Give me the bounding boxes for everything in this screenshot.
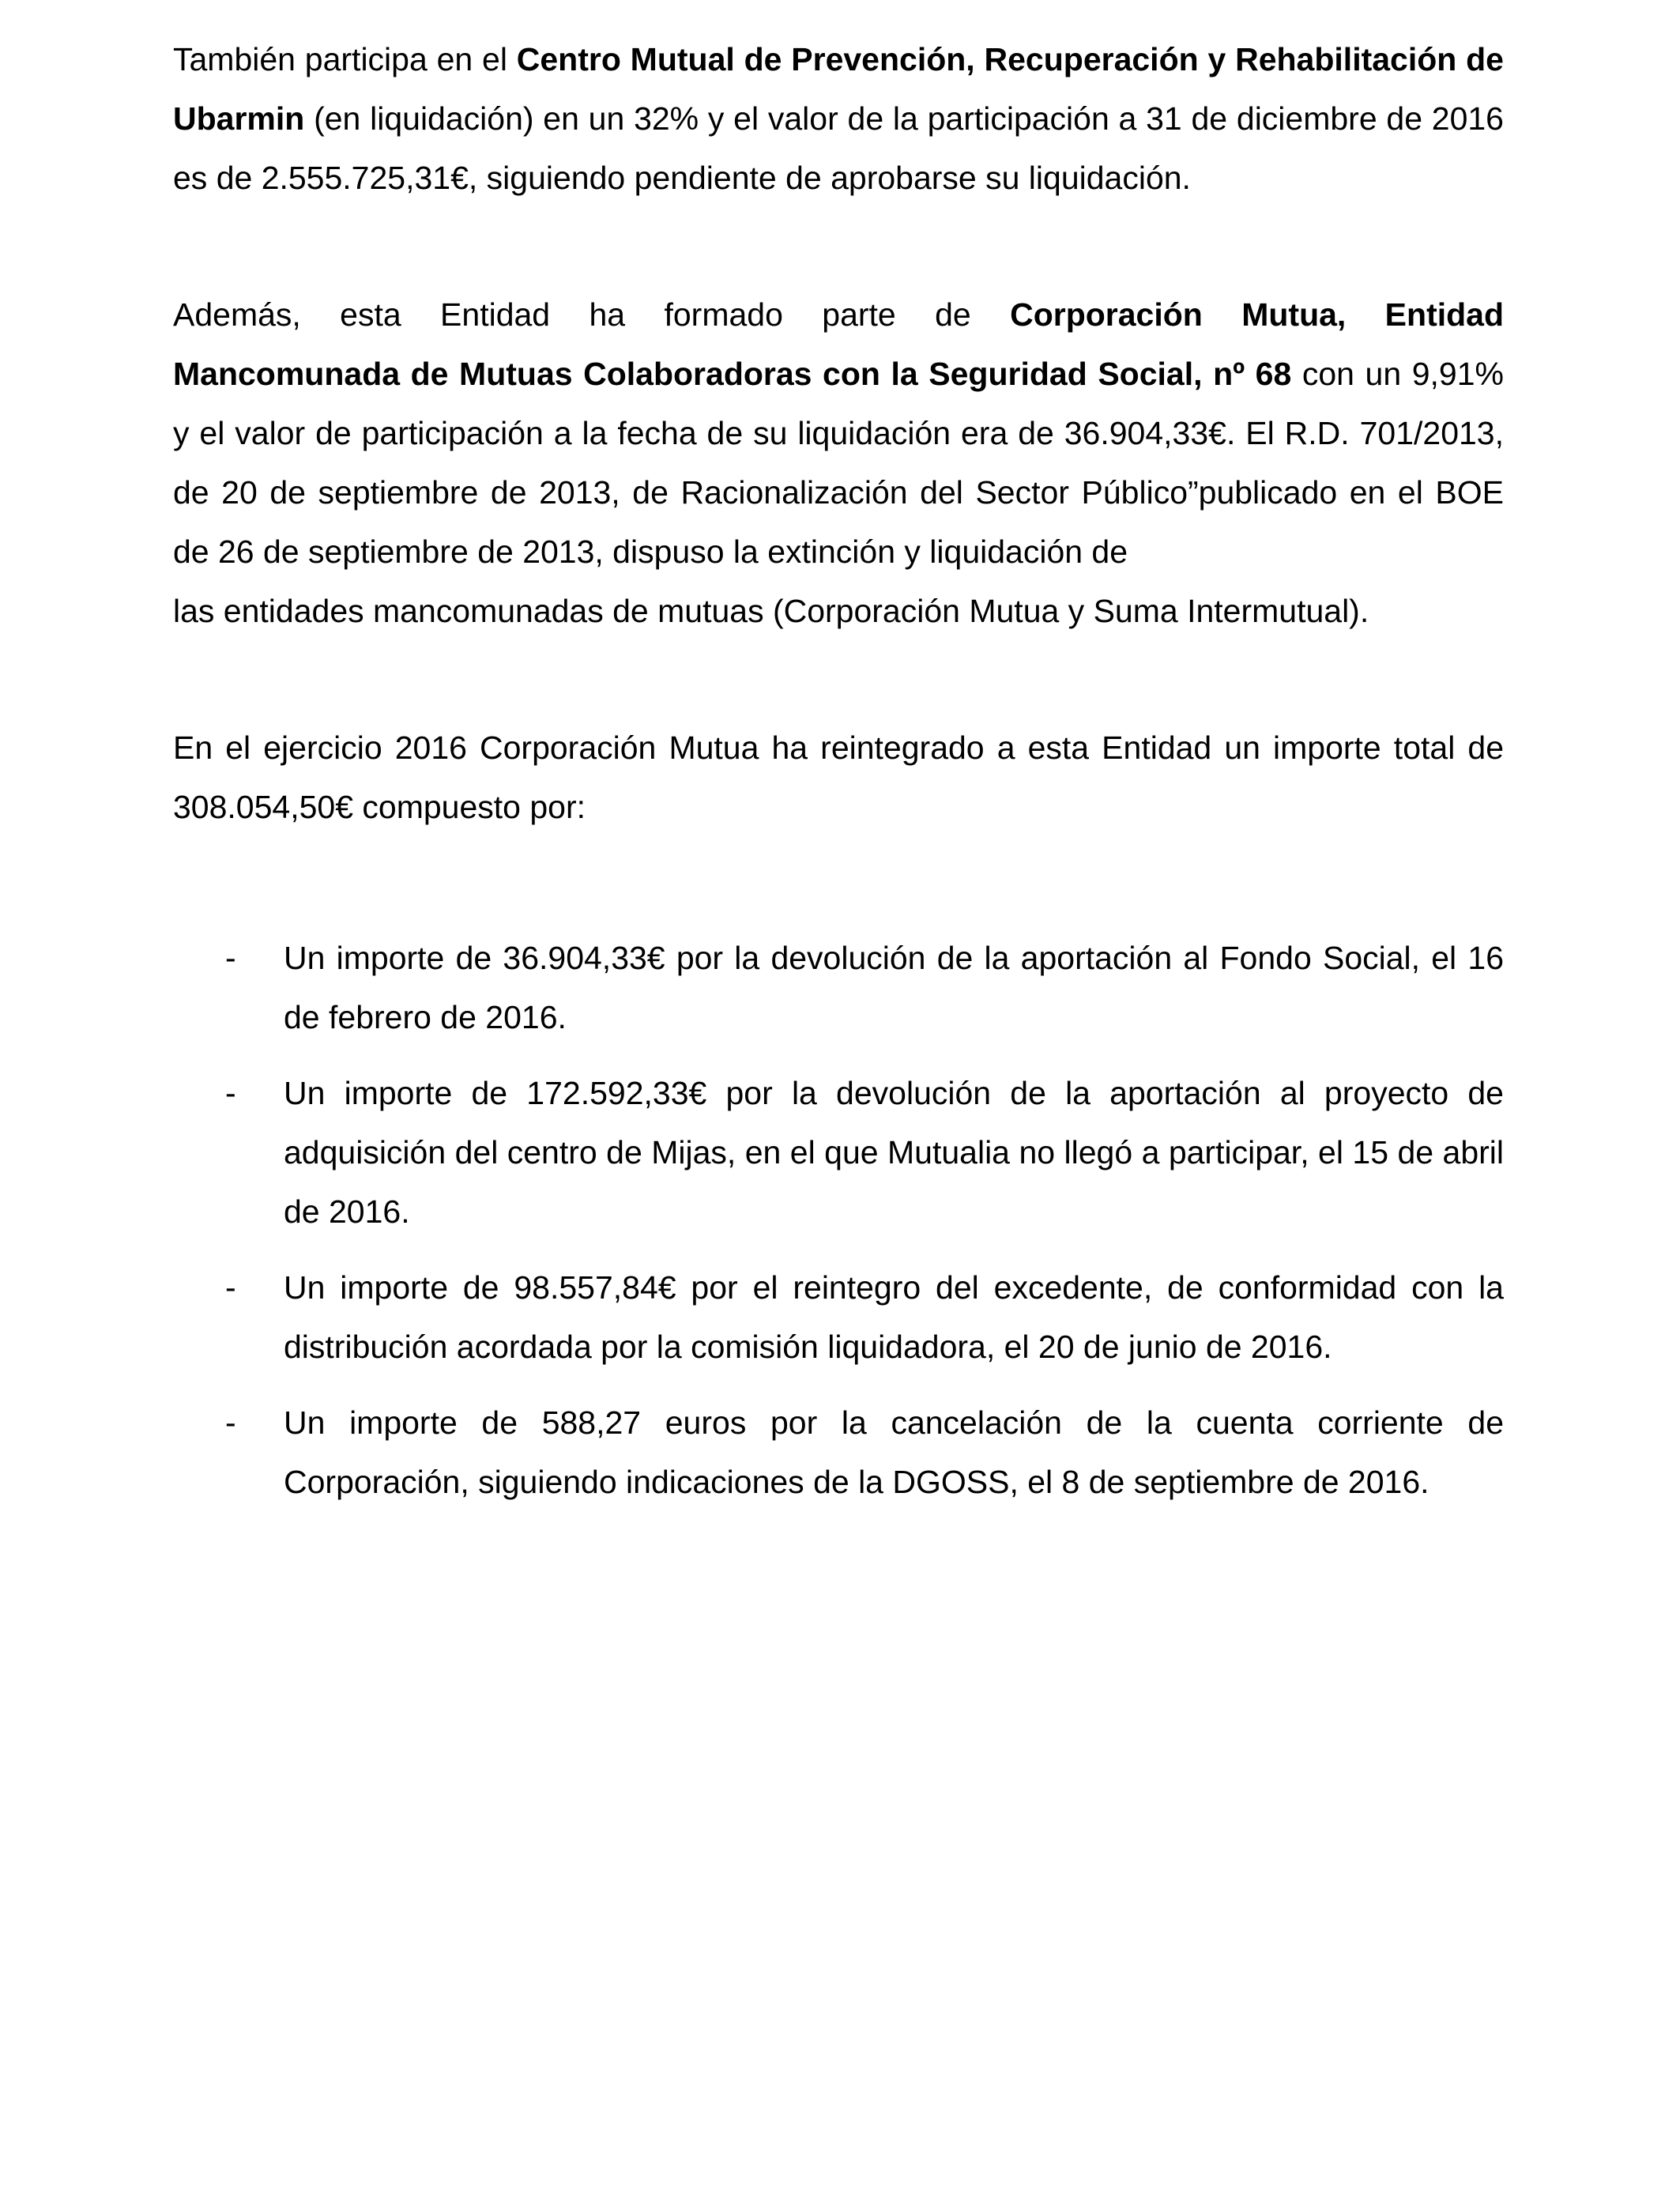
list-item-text: Un importe de 36.904,33€ por la devolución de la aportación al Fondo Social, el 16 de febrero de 2016. (284, 940, 1504, 1035)
list-item-text: Un importe de 172.592,33€ por la devolución de la aportación al proyecto de adquisición del centro de Mijas, en el que Mutualia no llegó a participar, el 15 de abril de 2016. (284, 1075, 1504, 1230)
list-item (173, 929, 1504, 1047)
paragraph-corporacion-mutua (173, 285, 1504, 641)
bullet-dash: - (225, 1075, 236, 1111)
list-item (173, 1393, 1504, 1512)
paragraph-body: (en liquidación) en un 32% y el valor de la participación a 31 de diciembre de 2016 es de 2.555.725,31€, siguiendo pendiente de aprobarse su liquidación. (173, 100, 1504, 196)
paragraph-intro: También participa en el (173, 41, 517, 77)
list-item (173, 1064, 1504, 1242)
bullet-dash: - (225, 940, 236, 976)
document-page (173, 30, 1504, 1529)
paragraph-final-line: las entidades mancomunadas de mutuas (Corporación Mutua y Suma Intermutual). (173, 593, 1369, 629)
paragraph-lead-line (173, 285, 1504, 345)
paragraph-reintegro: En el ejercicio 2016 Corporación Mutua ha reintegrado a esta Entidad un importe total de 308.054,50€ compuesto por: (173, 729, 1504, 825)
paragraph-ubarmin (173, 30, 1504, 208)
list-item-text: Un importe de 98.557,84€ por el reintegro del excedente, de conformidad con la distribución acordada por la comisión liquidadora, el 20 de junio de 2016. (284, 1269, 1504, 1365)
list-item (173, 1258, 1504, 1377)
paragraph-body: con un 9,91% y el valor de participación a la fecha de su liquidación era de 36.904,33€. El R.D. 701/2013, de 20 de septiembre de 2013, de Racionalización del Sector Público”publicado en el BOE de 26 de septiembre de 2013, dispuso la extinción y liquidación de (173, 356, 1504, 570)
reintegro-list (173, 929, 1504, 1512)
paragraph-intro: Además, esta Entidad ha formado parte de (173, 296, 1011, 333)
bullet-dash: - (225, 1269, 236, 1306)
entity-name-line-1: Corporación Mutua, Entidad (1010, 296, 1505, 333)
entity-name-ubarmin: Centro Mutual de Prevención, Recuperación y Rehabilitación de Ubarmin (173, 41, 1504, 137)
entity-name-line-2: Mancomunada de Mutuas Colaboradoras con la Seguridad Social, nº 68 (173, 356, 1292, 392)
bullet-dash: - (225, 1404, 236, 1441)
list-item-text: Un importe de 588,27 euros por la cancelación de la cuenta corriente de Corporación, siguiendo indicaciones de la DGOSS, el 8 de septiembre de 2016. (284, 1404, 1504, 1500)
